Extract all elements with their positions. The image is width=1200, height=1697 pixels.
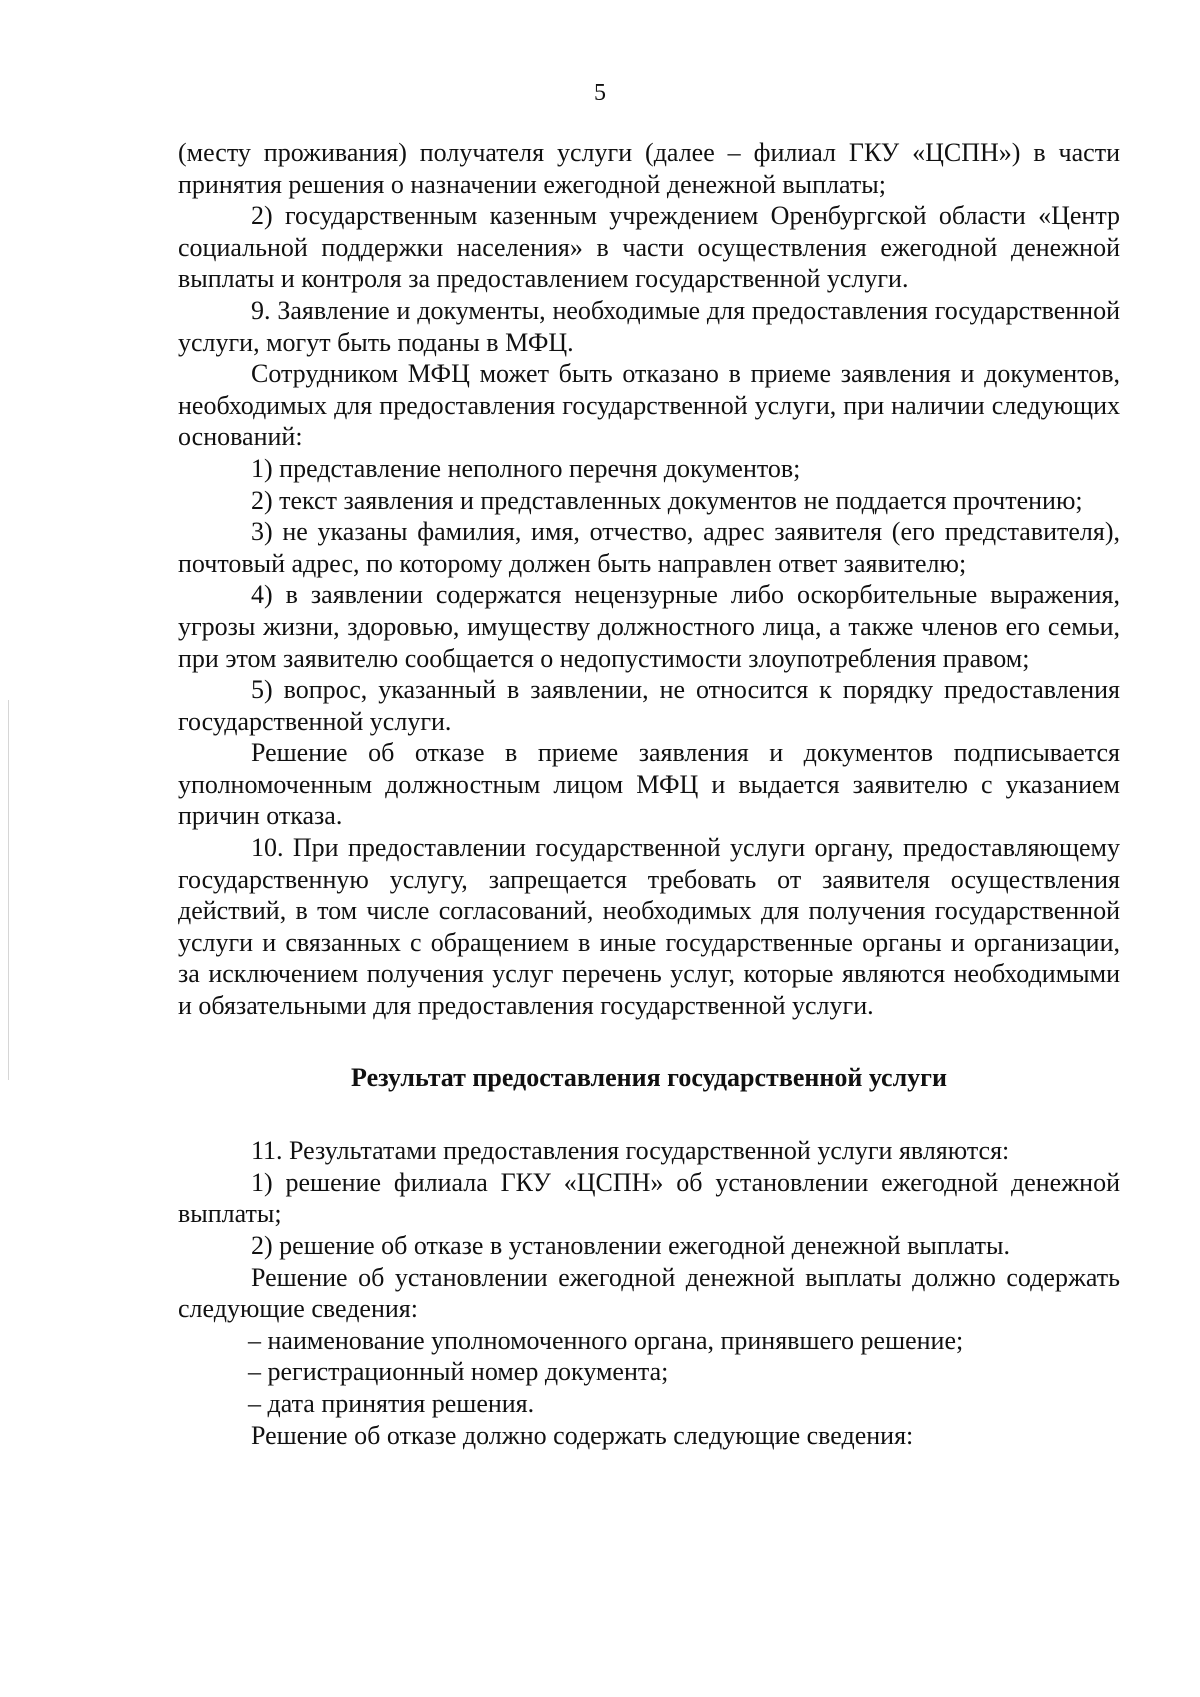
- page-number: 5: [594, 80, 606, 106]
- paragraph-clause-9: 9. Заявление и документы, необходимые для предоставления государственной услуги, могут быть поданы в МФЦ.: [178, 295, 1120, 357]
- paragraph-item-2: 2) государственным казенным учреждением Оренбургской области «Центр социальной поддержки населения» в части осуществления ежегодной денежной выплаты и контроля за предоставлением государственной услуги.: [178, 201, 1120, 294]
- paragraph-refusal-contents: Решение об отказе должно содержать следующие сведения:: [251, 1420, 914, 1450]
- paragraph-ground-2: 2) текст заявления и представленных документов не поддается прочтению;: [251, 485, 1083, 515]
- paragraph-result-2: 2) решение об отказе в установлении ежегодной денежной выплаты.: [251, 1231, 1010, 1260]
- paragraph-refusal-grounds: Сотрудником МФЦ может быть отказано в приеме заявления и документов, необходимых для предоставления государственной услуги, при наличии следующих оснований:: [178, 359, 1120, 452]
- document-body: [178, 137, 1120, 1451]
- paragraph-ground-3: 3) не указаны фамилия, имя, отчество, адрес заявителя (его представителя), почтовый адрес, по которому должен быть направлен ответ заявителю;: [178, 517, 1120, 578]
- paragraph-decision-contents: Решение об установлении ежегодной денежной выплаты должно содержать следующие сведения:: [178, 1262, 1120, 1324]
- paragraph-ground-4: 4) в заявлении содержатся нецензурные либо оскорбительные выражения, угрозы жизни, здоровью, имуществу должностного лица, а также членов его семьи, при этом заявителю сообщается о недопустимости злоупотребления правом;: [178, 580, 1120, 673]
- paragraph-refusal-decision: Решение об отказе в приеме заявления и документов подписывается уполномоченным должностным лицом МФЦ и выдается заявителю с указанием причин отказа.: [178, 738, 1120, 831]
- paragraph-ground-1: 1) представление неполного перечня документов;: [251, 453, 801, 483]
- paragraph-clause-10: 10. При предоставлении государственной услуги органу, предоставляющему государственную услугу, запрещается требовать от заявителя осуществления действий, в том числе согласований, необходимых для получения государственной услуги и связанных с обращением в иные государственные органы и организации, за исключением получения услуг перечень услуг, которые являются необходимыми и обязательными для предоставления государственной услуги.: [178, 833, 1120, 1021]
- list-item-decision-date: – дата принятия решения.: [248, 1388, 535, 1418]
- scan-margin-line: [8, 700, 9, 1080]
- section-heading: Результат предоставления государственной услуги: [351, 1062, 947, 1092]
- paragraph-ground-5: 5) вопрос, указанный в заявлении, не относится к порядку предоставления государственной услуги.: [178, 675, 1120, 736]
- paragraph-clause-11: 11. Результатами предоставления государственной услуги являются:: [251, 1136, 1010, 1166]
- list-item-authority-name: – наименование уполномоченного органа, принявшего решение;: [248, 1325, 964, 1355]
- paragraph-continuation: (месту проживания) получателя услуги (далее – филиал ГКУ «ЦСПН») в части принятия решения о назначении ежегодной денежной выплаты;: [178, 138, 1120, 199]
- list-item-registration-number: – регистрационный номер документа;: [248, 1357, 669, 1387]
- paragraph-result-1: 1) решение филиала ГКУ «ЦСПН» об установлении ежегодной денежной выплаты;: [178, 1167, 1120, 1229]
